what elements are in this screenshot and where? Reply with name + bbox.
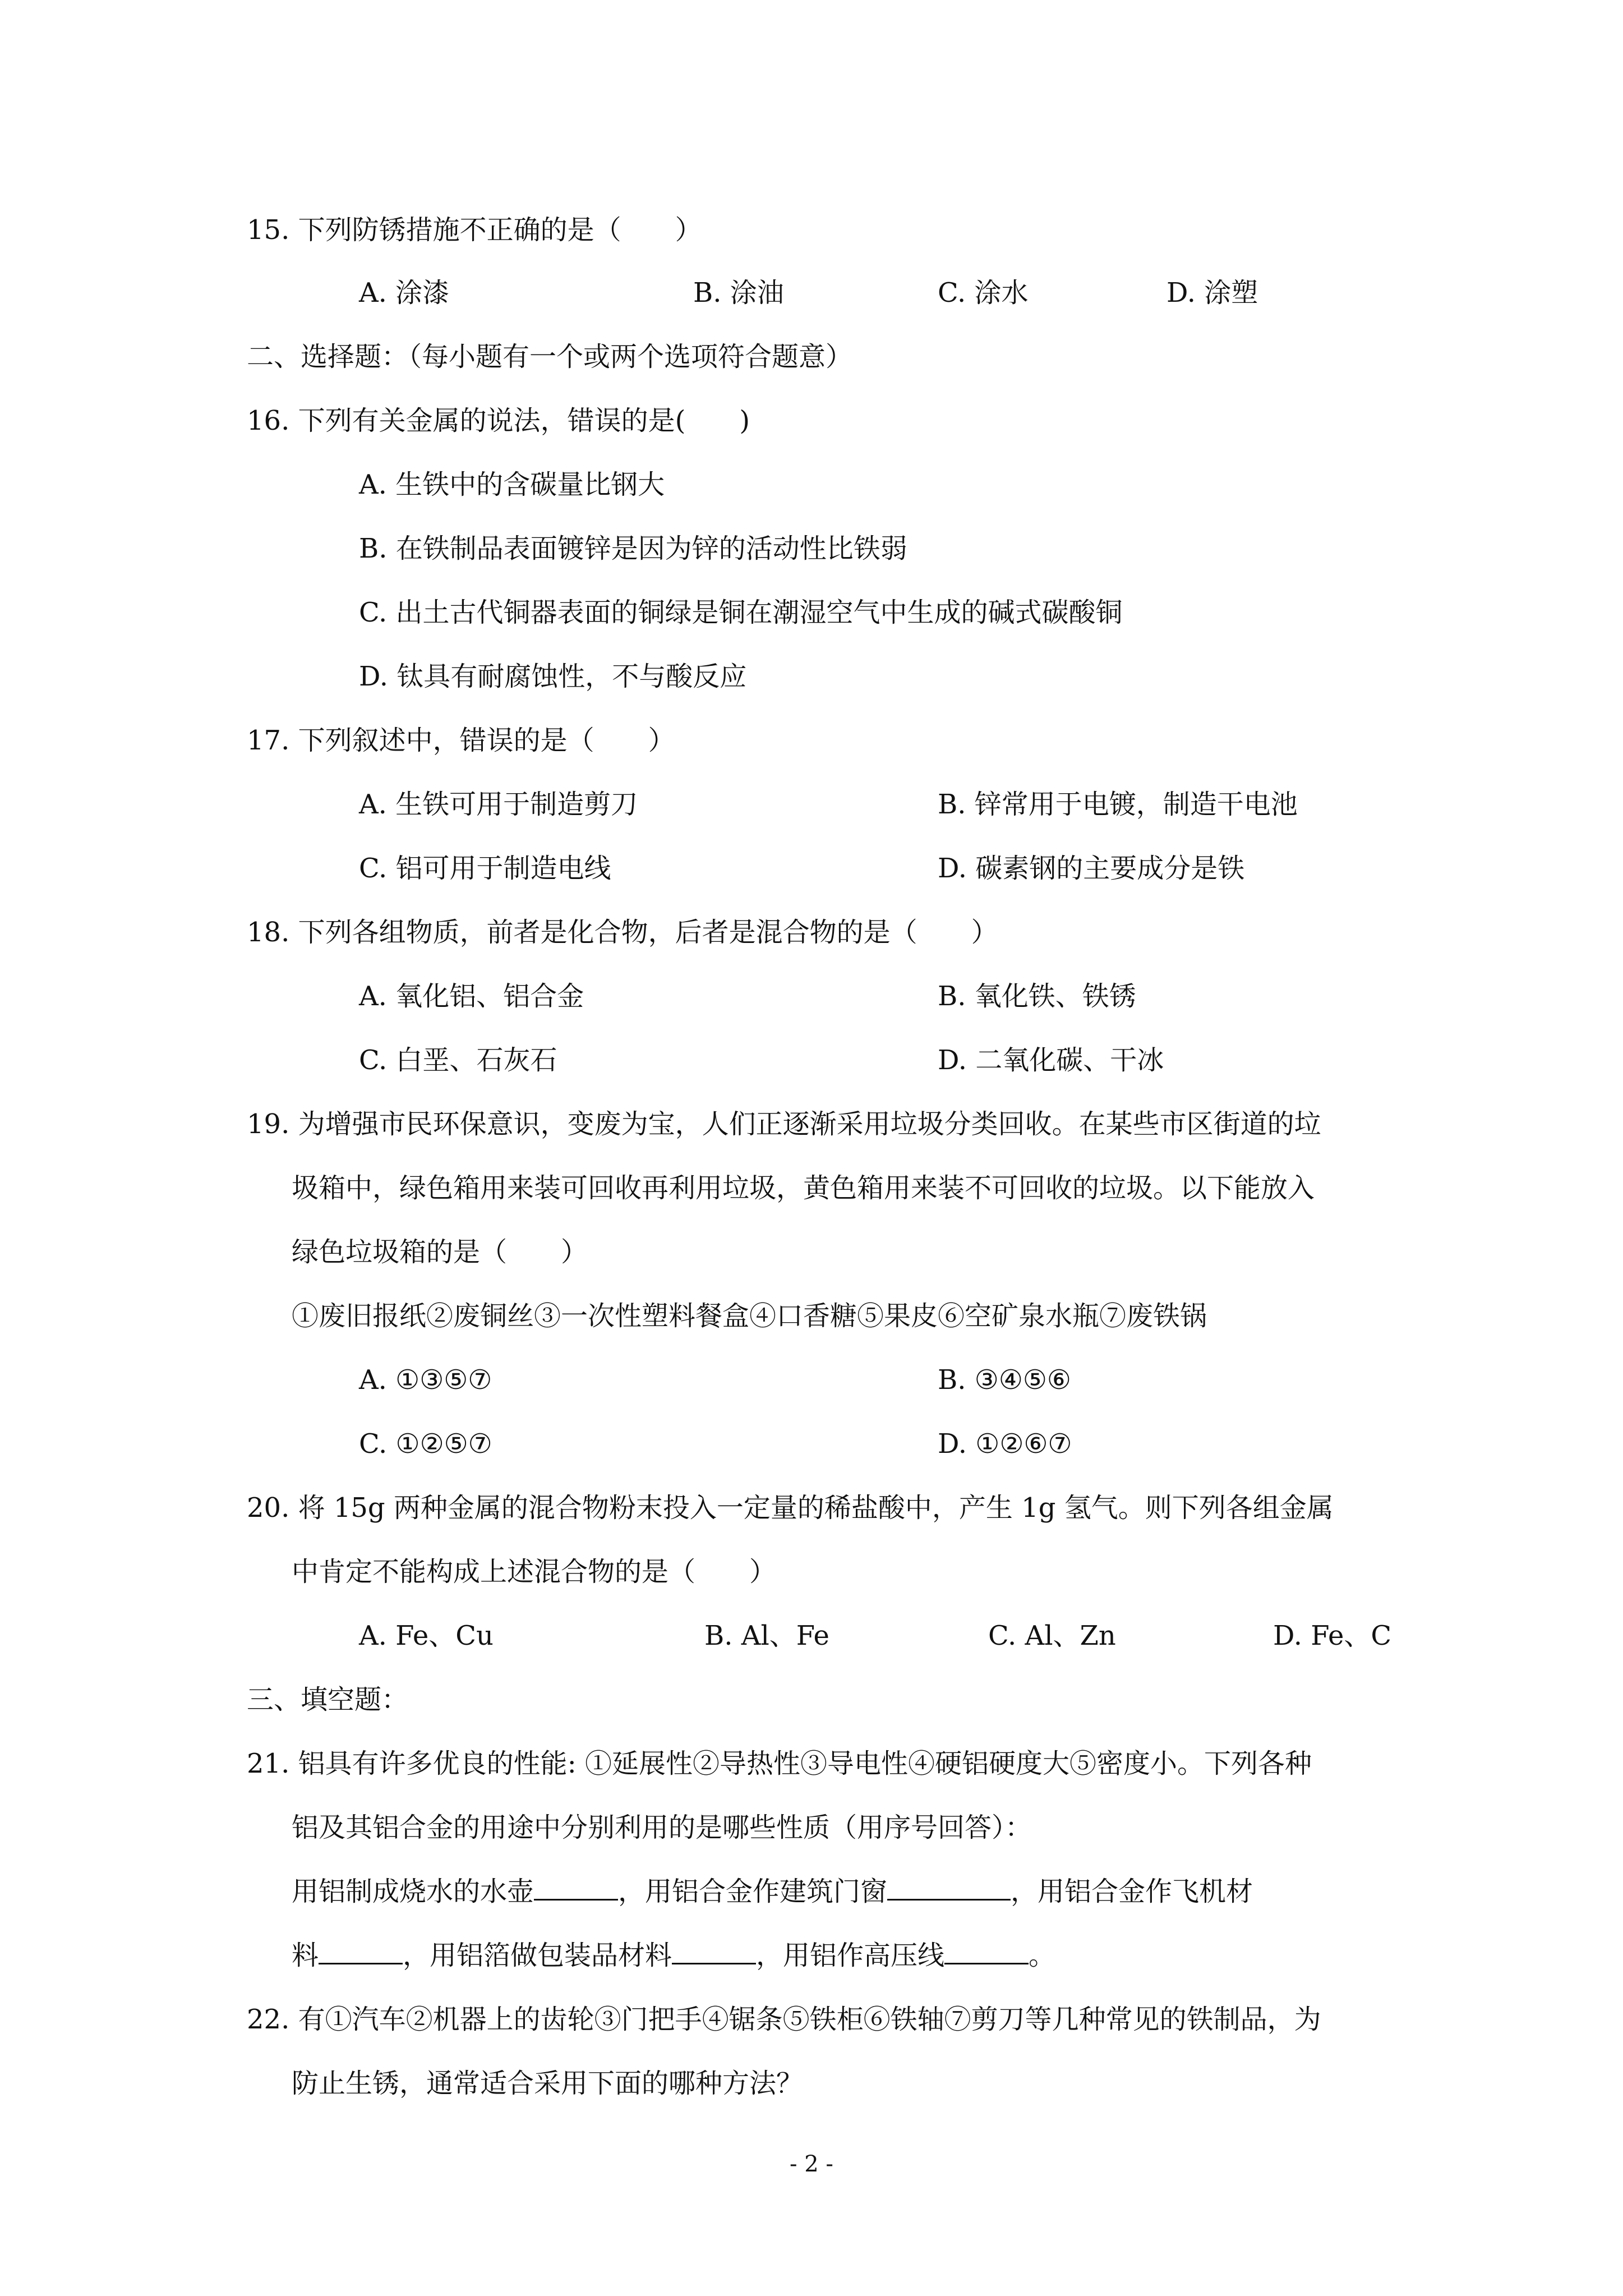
q19-option-c: C. ①②⑤⑦ <box>359 1428 492 1460</box>
question-21-fill-line-2 <box>292 1938 1055 1973</box>
q17-option-a: A. 生铁可用于制造剪刀 <box>359 789 638 820</box>
page-number: - 2 - <box>790 2151 833 2177</box>
q17-option-d: D. 碳素钢的主要成分是铁 <box>938 853 1245 884</box>
question-16-stem: 16. 下列有关金属的说法，错误的是( ) <box>247 405 750 436</box>
question-20-stem-line-1: 20. 将 15g 两种金属的混合物粉末投入一定量的稀盐酸中，产生 1g 氢气。则下列各组金属 <box>247 1492 1334 1524</box>
q21-fill-text-foil: ，用铝箔做包装品材料 <box>403 1940 672 1971</box>
q21-fill-text-powerline: ，用铝作高压线 <box>756 1940 945 1971</box>
q15-option-c: C. 涂水 <box>938 277 1029 309</box>
q18-option-d: D. 二氧化碳、干冰 <box>938 1045 1164 1076</box>
q18-option-b: B. 氧化铁、铁锈 <box>938 981 1136 1012</box>
q20-option-a: A. Fe、Cu <box>359 1620 494 1651</box>
section-3-heading: 三、填空题： <box>247 1684 409 1715</box>
q17-option-b: B. 锌常用于电镀，制造干电池 <box>938 789 1298 820</box>
q15-option-a: A. 涂漆 <box>359 277 450 309</box>
question-17-stem: 17. 下列叙述中，错误的是（ ） <box>247 725 675 756</box>
question-22-stem-line-1: 22. 有①汽车②机器上的齿轮③门把手④锯条⑤铁柜⑥铁轴⑦剪刀等几种常见的铁制品，为 <box>247 2004 1321 2035</box>
q21-fill-text-window: ，用铝合金作建筑门窗 <box>618 1876 888 1907</box>
q15-option-d: D. 涂塑 <box>1166 277 1258 309</box>
answer-blank-powerline[interactable] <box>944 1938 1029 1964</box>
section-2-heading: 二、选择题：（每小题有一个或两个选项符合题意） <box>247 341 853 372</box>
q18-option-a: A. 氧化铝、铝合金 <box>359 981 584 1012</box>
q19-option-a: A. ①③⑤⑦ <box>359 1364 492 1396</box>
question-21-stem-line-1: 21. 铝具有许多优良的性能: ①延展性②导热性③导电性④硬铝硬度大⑤密度小。下列各种 <box>247 1748 1312 1779</box>
answer-blank-aircraft[interactable] <box>319 1938 403 1964</box>
answer-blank-window[interactable] <box>887 1874 1011 1901</box>
q16-option-c: C. 出土古代铜器表面的铜绿是铜在潮湿空气中生成的碱式碳酸铜 <box>359 597 1123 628</box>
answer-blank-kettle[interactable] <box>534 1874 618 1901</box>
q15-option-b: B. 涂油 <box>693 277 784 309</box>
question-18-stem: 18. 下列各组物质，前者是化合物，后者是混合物的是（ ） <box>247 917 998 948</box>
q19-option-b: B. ③④⑤⑥ <box>938 1364 1071 1396</box>
q16-option-a: A. 生铁中的含碳量比钢大 <box>359 469 665 500</box>
question-19-item-list: ①废旧报纸②废铜丝③一次性塑料餐盒④口香糖⑤果皮⑥空矿泉水瓶⑦废铁锅 <box>292 1300 1207 1332</box>
question-22-stem-line-2: 防止生锈，通常适合采用下面的哪种方法？ <box>292 2068 804 2099</box>
question-21-fill-line-1 <box>292 1874 1253 1910</box>
q20-option-b: B. Al、Fe <box>704 1620 829 1651</box>
answer-blank-foil[interactable] <box>672 1938 756 1964</box>
question-19-stem-line-3: 绿色垃圾箱的是（ ） <box>292 1236 588 1268</box>
q21-fill-text-kettle: 用铝制成烧水的水壶 <box>292 1876 534 1907</box>
q20-option-d: D. Fe、C <box>1273 1620 1392 1651</box>
question-15-stem: 15. 下列防锈措施不正确的是（ ） <box>247 214 702 246</box>
q19-option-d: D. ①②⑥⑦ <box>938 1428 1072 1460</box>
q21-fill-text-end: 。 <box>1029 1940 1056 1971</box>
q21-fill-text-aircraft: ，用铝合金作飞机材 <box>1011 1876 1253 1907</box>
question-19-stem-line-2: 圾箱中，绿色箱用来装可回收再利用垃圾，黄色箱用来装不可回收的垃圾。以下能放入 <box>292 1172 1315 1204</box>
q16-option-b: B. 在铁制品表面镀锌是因为锌的活动性比铁弱 <box>359 533 907 564</box>
q18-option-c: C. 白垩、石灰石 <box>359 1045 557 1076</box>
question-19-stem-line-1: 19. 为增强市民环保意识，变废为宝，人们正逐渐采用垃圾分类回收。在某些市区街道的垃 <box>247 1108 1321 1140</box>
question-20-stem-line-2: 中肯定不能构成上述混合物的是（ ） <box>292 1556 777 1588</box>
q20-option-c: C. Al、Zn <box>988 1620 1116 1651</box>
q17-option-c: C. 铝可用于制造电线 <box>359 853 611 884</box>
q16-option-d: D. 钛具有耐腐蚀性，不与酸反应 <box>359 661 747 692</box>
question-21-stem-line-2: 铝及其铝合金的用途中分别利用的是哪些性质（用序号回答）： <box>292 1812 1032 1843</box>
q21-fill-text-material: 料 <box>292 1940 319 1971</box>
